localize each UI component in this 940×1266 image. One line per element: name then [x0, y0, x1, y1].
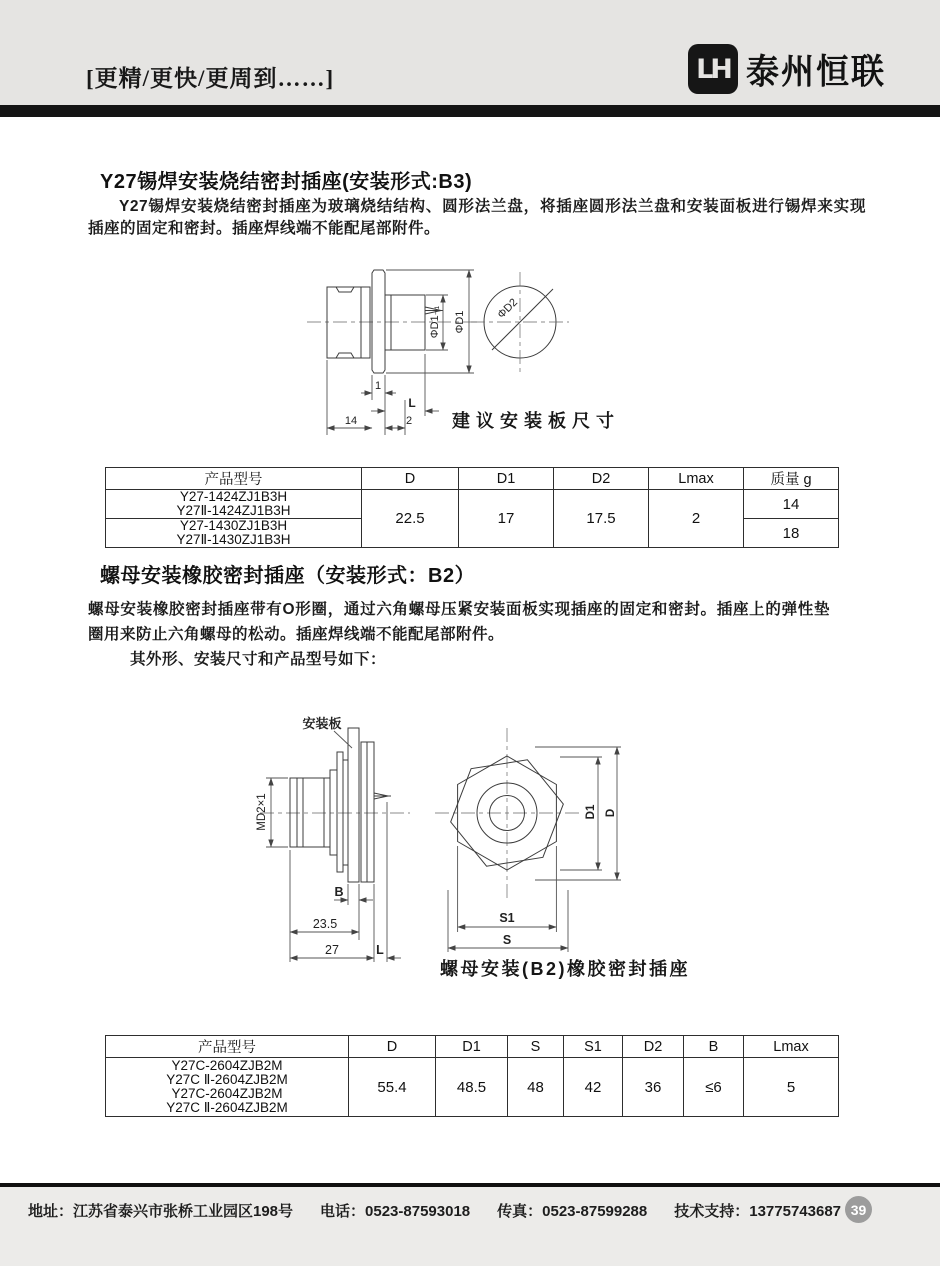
cell-d: 22.5: [362, 490, 459, 548]
col-header-d1: D1: [459, 468, 554, 490]
col-header-model: 产品型号: [106, 1036, 349, 1058]
cell-d2: 36: [623, 1058, 684, 1117]
cell-models: [106, 1058, 349, 1117]
cell-b: ≤6: [684, 1058, 744, 1117]
b3-front-view: [471, 272, 569, 372]
col-header-d2: D2: [554, 468, 649, 490]
dim-label-235: 23.5: [312, 917, 338, 931]
dim-label-s1: S1: [499, 911, 515, 925]
col-header-b: B: [684, 1036, 744, 1058]
dim-label-flange-thk: 1: [374, 380, 382, 392]
col-header-lmax: Lmax: [649, 468, 744, 490]
model-number: Y27Ⅱ-1430ZJ1B3H: [176, 532, 291, 547]
model-number: Y27C Ⅱ-2604ZJB2M: [166, 1100, 288, 1115]
company-logo-icon: LH: [688, 44, 738, 94]
dim-label-l: L: [376, 943, 384, 957]
col-header-weight: 质量 g: [744, 468, 839, 490]
company-logo: [688, 44, 886, 94]
col-header-d1: D1: [436, 1036, 508, 1058]
dim-label-l: L: [408, 396, 416, 410]
dim-label-hole-dia: ΦD2: [495, 296, 521, 322]
table-row: [106, 1058, 839, 1117]
section-b2-paragraph-2: 其外形、安装尺寸和产品型号如下：: [130, 651, 387, 668]
cell-models: [106, 519, 362, 548]
col-header-d: D: [349, 1036, 436, 1058]
footer-fax: 传真：0523-87599288: [497, 1203, 648, 1220]
dim-label-27: 27: [325, 943, 339, 957]
col-header-d2: D2: [623, 1036, 684, 1058]
dim-label-body-len: 14: [344, 415, 358, 427]
cell-weight: 14: [744, 490, 839, 519]
top-banner: [0, 0, 940, 105]
model-number: Y27-1424ZJ1B3H: [179, 489, 288, 504]
cell-d: 55.4: [349, 1058, 436, 1117]
col-header-d: D: [362, 468, 459, 490]
b2-side-view-outline: [260, 728, 410, 882]
b2-drawing-caption: 螺母安装(B2)橡胶密封插座: [440, 959, 690, 979]
cell-d2: 17.5: [554, 490, 649, 548]
b2-front-dimension-lines: [448, 747, 621, 952]
model-number: Y27C Ⅱ-2604ZJB2M: [166, 1072, 288, 1087]
footer-support: 技术支持：13775743687: [674, 1203, 842, 1220]
section-b2-title: 螺母安装橡胶密封插座（安装形式：B2）: [100, 565, 476, 587]
cell-weight: 18: [744, 519, 839, 548]
model-number: Y27C-2604ZJB2M: [171, 1086, 283, 1101]
col-header-model: 产品型号: [106, 468, 362, 490]
b2-dimension-lines: [266, 778, 401, 962]
cell-s1: 42: [564, 1058, 623, 1117]
table-header-row: [106, 1036, 839, 1058]
dim-label-d1: D1: [585, 804, 597, 820]
model-number: Y27C-2604ZJB2M: [171, 1058, 283, 1073]
section-b2-paragraph: 螺母安装橡胶密封插座带有O形圈，通过六角螺母压紧安装面板实现插座的固定和密封。插座上的弹性垫圈用来防止六角螺母的松动。插座焊线端不能配尾部附件。: [88, 601, 830, 643]
section-b3-paragraph: Y27锡焊安装烧结密封插座为玻璃烧结结构、圆形法兰盘，将插座圆形法兰盘和安装面板进行锡焊来实现插座的固定和密封。插座焊线端不能配尾部附件。: [88, 198, 866, 237]
dim-label-body-dia: ΦD1₋₁: [429, 305, 441, 339]
company-brand-name: 泰州恒联: [746, 51, 886, 91]
dim-label-thread: MD2×1: [256, 793, 268, 831]
b2-front-view: [435, 728, 582, 898]
cell-d1: 17: [459, 490, 554, 548]
footer-address: 地址：江苏省泰兴市张桥工业园区198号: [28, 1203, 294, 1220]
table-header-row: [106, 468, 839, 490]
b3-spec-table: [105, 467, 839, 548]
b2-spec-table: [105, 1035, 839, 1117]
footer-contact-line: [28, 1200, 841, 1221]
b2-dimension-labels: [256, 716, 617, 957]
page-footer: [0, 1183, 940, 1266]
b3-drawing-caption: 建议安装板尺寸: [452, 411, 620, 431]
banner-divider-bar: [0, 105, 940, 117]
company-slogan: [更精/更快/更周到……]: [86, 66, 335, 91]
model-number: Y27Ⅱ-1424ZJ1B3H: [176, 503, 291, 518]
footer-phone: 电话：0523-87593018: [320, 1203, 471, 1220]
cell-s: 48: [508, 1058, 564, 1117]
cell-models: [106, 490, 362, 519]
label-mounting-plate: 安装板: [302, 716, 342, 731]
model-number: Y27-1430ZJ1B3H: [179, 518, 288, 533]
dim-label-d: D: [605, 808, 617, 818]
table-row: [106, 490, 839, 519]
cell-d1: 48.5: [436, 1058, 508, 1117]
dim-label-b: B: [334, 885, 344, 899]
page-number-badge: 39: [845, 1196, 872, 1223]
cell-lmax: 2: [649, 490, 744, 548]
col-header-s: S: [508, 1036, 564, 1058]
dim-label-s: S: [502, 933, 512, 947]
cell-lmax: 5: [744, 1058, 839, 1117]
section-b3-title: Y27锡焊安装烧结密封插座(安装形式:B3): [100, 171, 473, 193]
col-header-s1: S1: [564, 1036, 623, 1058]
dim-label-flange-dia: ΦD1: [454, 310, 466, 334]
col-header-lmax: Lmax: [744, 1036, 839, 1058]
dim-label-rear-len: 2: [405, 415, 413, 427]
